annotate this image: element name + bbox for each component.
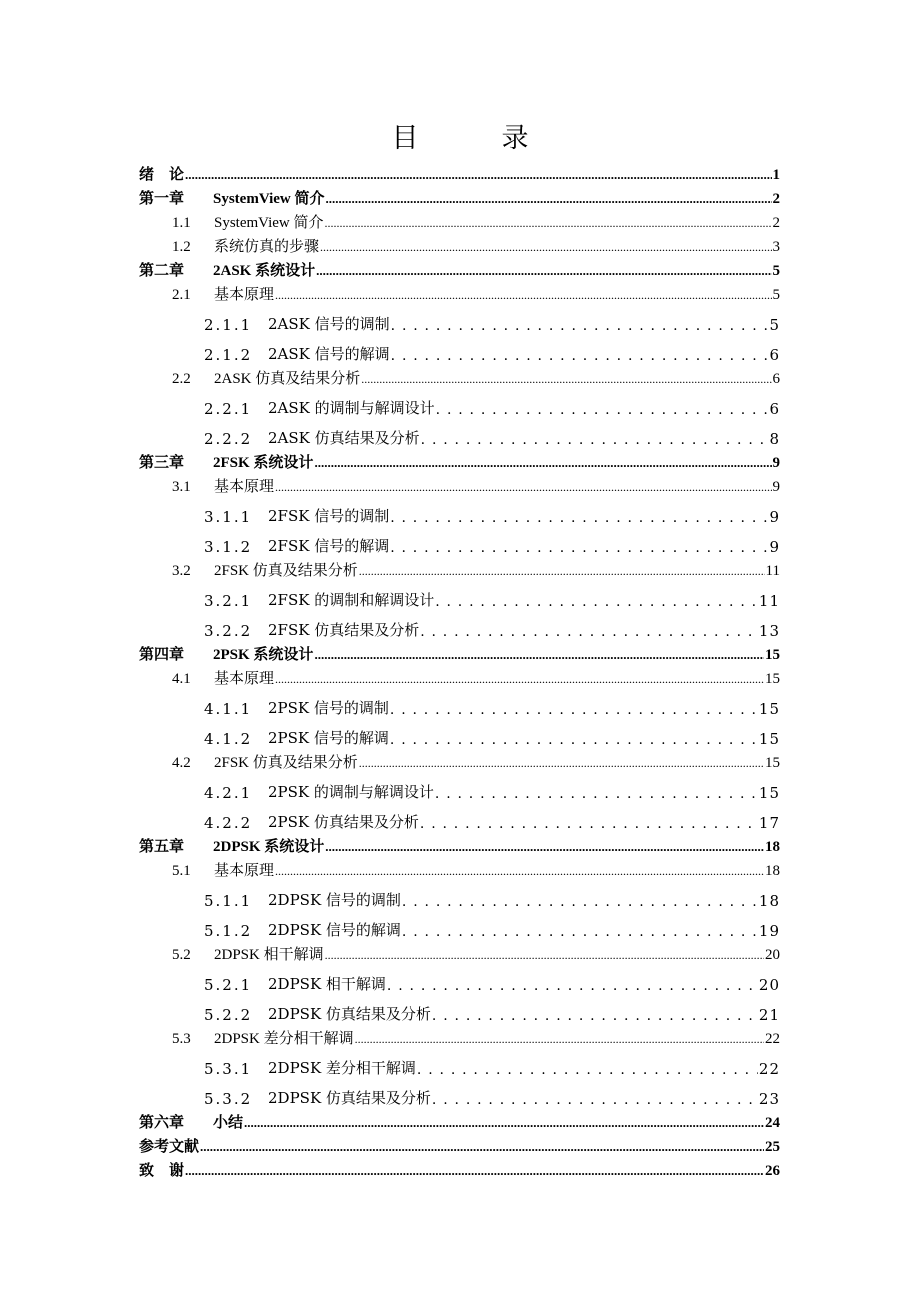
toc-entry-text: 2PSK 的调制与解调设计: [268, 783, 434, 801]
toc-entry-label: [139, 589, 434, 610]
toc-entry-number: 致 谢: [139, 1163, 185, 1179]
toc-entry[interactable]: [139, 448, 780, 472]
toc-entry[interactable]: [139, 1048, 780, 1078]
toc-entry-page-number: 15: [765, 755, 780, 771]
toc-entry-number: 第五章: [139, 839, 185, 855]
toc-entry-number: 1.2: [172, 239, 191, 255]
toc-entry-label: [139, 1159, 184, 1180]
toc-entry-label: [139, 943, 324, 964]
toc-entry-label: [139, 619, 419, 640]
toc-entry-number: 5.2.1: [204, 976, 253, 994]
toc-entry-page-number: 18: [765, 863, 780, 879]
toc-entry-number: 2.2: [172, 371, 191, 387]
toc-entry[interactable]: [139, 232, 780, 256]
dot-leader: [402, 922, 758, 940]
toc-entry-label: [139, 313, 390, 334]
toc-entry-page-number: 6: [772, 371, 780, 387]
dot-leader: [417, 1060, 758, 1078]
toc-entry-number: 第四章: [139, 647, 185, 663]
dot-leader: [275, 863, 764, 880]
toc-entry[interactable]: [139, 256, 780, 280]
toc-entry-page-number: 6: [769, 400, 780, 418]
toc-entry-number: 3.2: [172, 563, 191, 579]
toc-entry[interactable]: [139, 802, 780, 832]
toc-entry-label: [139, 427, 420, 448]
toc-entry-text: 2ASK 系统设计: [213, 263, 316, 279]
toc-entry-number: 4.2.1: [204, 784, 253, 802]
toc-entry-label: [139, 697, 389, 718]
toc-entry[interactable]: [139, 688, 780, 718]
toc-entry-label: [139, 1027, 354, 1048]
toc-entry-label: [139, 1003, 431, 1024]
toc-entry[interactable]: [139, 610, 780, 640]
toc-entry[interactable]: [139, 640, 780, 664]
toc-entry[interactable]: [139, 880, 780, 910]
toc-title: 目 录: [391, 123, 557, 154]
toc-entry-label: [139, 163, 184, 184]
toc-entry[interactable]: [139, 1132, 780, 1156]
toc-entry-number: 4.2.2: [204, 814, 253, 832]
toc-entry-label: [139, 475, 274, 496]
dot-leader: [326, 191, 772, 208]
toc-entry-page-number: 17: [758, 814, 780, 832]
toc-entry-label: [139, 535, 389, 556]
toc-entry-page-number: 3: [772, 239, 780, 255]
dot-leader: [359, 755, 764, 772]
toc-entry-text: 2FSK 信号的解调: [268, 537, 390, 555]
toc-entry-text: 2PSK 仿真结果及分析: [268, 813, 419, 831]
toc-entry[interactable]: [139, 940, 780, 964]
toc-entry-text: 2DPSK 信号的解调: [268, 921, 401, 939]
dot-leader: [402, 892, 758, 910]
toc-entry-page-number: 5: [769, 316, 780, 334]
toc-entry-page-number: 15: [758, 784, 780, 802]
toc-entry[interactable]: [139, 910, 780, 940]
toc-entry-page-number: 5: [772, 263, 780, 279]
toc-entry-page-number: 2: [772, 191, 780, 207]
toc-entry-text: 基本原理: [214, 671, 275, 687]
toc-entry-label: [139, 835, 324, 856]
toc-entry-number: 2.2.2: [204, 430, 253, 448]
toc-entry[interactable]: [139, 418, 780, 448]
toc-entry-label: [139, 211, 324, 232]
toc-entry[interactable]: [139, 664, 780, 688]
toc-entry-text: SystemView 简介: [213, 191, 325, 207]
toc-entry[interactable]: [139, 364, 780, 388]
toc-entry[interactable]: [139, 1156, 780, 1180]
toc-entry-number: 5.3: [172, 1031, 191, 1047]
dot-leader: [316, 263, 771, 280]
dot-leader: [361, 371, 771, 388]
toc-entry-number: 绪 论: [139, 167, 185, 183]
dot-leader: [185, 1163, 764, 1180]
toc-entry[interactable]: [139, 580, 780, 610]
toc-entry-label: [139, 505, 389, 526]
toc-entry-number: 3.2.1: [204, 592, 253, 610]
toc-entry[interactable]: [139, 556, 780, 580]
toc-entry-number: 5.1.1: [204, 892, 253, 910]
toc-entry-number: 第一章: [139, 191, 185, 207]
toc-entry[interactable]: [139, 856, 780, 880]
toc-entry-page-number: 8: [769, 430, 780, 448]
toc-entry[interactable]: [139, 718, 780, 748]
dot-leader: [391, 346, 769, 364]
toc-entry-page-number: 20: [765, 947, 780, 963]
toc-entry-page-number: 15: [758, 700, 780, 718]
toc-entry[interactable]: [139, 964, 780, 994]
toc-entry-label: [139, 187, 325, 208]
dot-leader: [390, 508, 768, 526]
toc-entry-page-number: 20: [758, 976, 780, 994]
toc-entry-text: 2DPSK 仿真结果及分析: [268, 1089, 431, 1107]
toc-entry-text: 2DPSK 差分相干解调: [214, 1031, 354, 1047]
toc-entry-text: 2FSK 的调制和解调设计: [268, 591, 435, 609]
toc-entry-text: 系统仿真的步骤: [214, 239, 320, 255]
toc-entry-label: [139, 751, 358, 772]
toc-entry[interactable]: [139, 1078, 780, 1108]
toc-entry-label: [139, 667, 274, 688]
toc-entry-label: [139, 889, 401, 910]
toc-entry-page-number: 22: [765, 1031, 780, 1047]
toc-entry-label: [139, 1087, 431, 1108]
toc-entry-text: 2DPSK 仿真结果及分析: [268, 1005, 431, 1023]
toc-entry-number: 第二章: [139, 263, 185, 279]
toc-entry[interactable]: [139, 994, 780, 1024]
toc-entry-text: 2PSK 信号的调制: [268, 699, 389, 717]
toc-entry-page-number: 9: [772, 479, 780, 495]
toc-entry-page-number: 22: [758, 1060, 780, 1078]
toc-entry-text: 2DPSK 相干解调: [268, 975, 386, 993]
toc-entry-text: 2FSK 系统设计: [213, 455, 314, 471]
toc-entry[interactable]: [139, 472, 780, 496]
toc-entry-number: 4.2: [172, 755, 191, 771]
toc-entry-page-number: 18: [765, 839, 780, 855]
dot-leader: [390, 538, 768, 556]
dot-leader: [432, 1090, 758, 1108]
dot-leader: [185, 167, 771, 184]
toc-entry-label: [139, 859, 274, 880]
toc-entry[interactable]: [139, 280, 780, 304]
dot-leader: [200, 1139, 764, 1156]
toc-entry-page-number: 9: [769, 508, 780, 526]
toc-entry-label: [139, 397, 435, 418]
toc-entry[interactable]: [139, 184, 780, 208]
toc-entry-label: [139, 451, 313, 472]
toc-entry[interactable]: [139, 208, 780, 232]
dot-leader: [435, 784, 758, 802]
toc-entry-text: 2ASK 仿真及结果分析: [214, 371, 361, 387]
toc-entry-text: 基本原理: [214, 287, 275, 303]
toc-entry-label: [139, 343, 390, 364]
toc-entry-number: 3.2.2: [204, 622, 253, 640]
toc-entry-text: 2DPSK 系统设计: [213, 839, 325, 855]
dot-leader: [359, 563, 765, 580]
toc-entry[interactable]: [139, 526, 780, 556]
toc-entry-text: 2FSK 仿真及结果分析: [214, 755, 358, 771]
toc-entry[interactable]: [139, 832, 780, 856]
dot-leader: [244, 1115, 764, 1132]
toc-entry-number: 5.2.2: [204, 1006, 253, 1024]
dot-leader: [355, 1031, 764, 1048]
toc-entry-page-number: 26: [765, 1163, 780, 1179]
toc-entry-text: 2PSK 信号的解调: [268, 729, 389, 747]
toc-entry-label: [139, 283, 274, 304]
toc-entry-page-number: 19: [758, 922, 780, 940]
toc-entry-page-number: 11: [758, 592, 780, 610]
toc-entry-text: 2FSK 仿真及结果分析: [214, 563, 358, 579]
toc-entry-number: 2.1: [172, 287, 191, 303]
dot-leader: [432, 1006, 758, 1024]
toc-entry-number: 5.1: [172, 863, 191, 879]
dot-leader: [325, 215, 772, 232]
toc-entry-text: 基本原理: [214, 479, 275, 495]
toc-entry-number: 1.1: [172, 215, 191, 231]
toc-entry-text: 2ASK 的调制与解调设计: [268, 399, 435, 417]
toc-entry-label: [139, 1135, 199, 1156]
toc-entry-page-number: 11: [765, 563, 780, 579]
dot-leader: [420, 814, 758, 832]
toc-entry-number: 第六章: [139, 1115, 185, 1131]
toc-entry[interactable]: [139, 160, 780, 184]
toc-entry-text: 2ASK 仿真结果及分析: [268, 429, 420, 447]
toc-entry-text: 2ASK 信号的调制: [268, 315, 390, 333]
toc-entry-page-number: 15: [765, 647, 780, 663]
dot-leader: [275, 671, 764, 688]
dot-leader: [391, 316, 769, 334]
toc-entry-number: 2.2.1: [204, 400, 253, 418]
toc-entry-page-number: 18: [758, 892, 780, 910]
dot-leader: [275, 479, 771, 496]
toc-entry-page-number: 15: [765, 671, 780, 687]
toc-entry-text: 2FSK 仿真结果及分析: [268, 621, 420, 639]
toc-entry-page-number: 13: [758, 622, 780, 640]
dot-leader: [387, 976, 758, 994]
toc-entry-label: [139, 811, 419, 832]
toc-entry[interactable]: [139, 748, 780, 772]
toc-entry-number: 5.3.1: [204, 1060, 253, 1078]
toc-entry[interactable]: [139, 304, 780, 334]
toc-entry-number: 4.1: [172, 671, 191, 687]
toc-entry-label: [139, 235, 319, 256]
toc-entry-number: 4.1.2: [204, 730, 253, 748]
toc-entry-text: 2DPSK 信号的调制: [268, 891, 401, 909]
dot-leader: [325, 947, 764, 964]
toc-entry-text: 2DPSK 差分相干解调: [268, 1059, 416, 1077]
toc-entry-page-number: 24: [765, 1115, 780, 1131]
toc-entry-label: [139, 781, 434, 802]
toc-entry-page-number: 1: [772, 167, 780, 183]
toc-entry-text: 基本原理: [214, 863, 275, 879]
toc-entry-number: 5.3.2: [204, 1090, 253, 1108]
toc-entry-number: 5.1.2: [204, 922, 253, 940]
toc-entry-label: [139, 367, 360, 388]
toc-entry-text: SystemView 简介: [214, 215, 324, 231]
toc-entry-number: 5.2: [172, 947, 191, 963]
toc-entry-label: [139, 727, 389, 748]
toc-entry-label: [139, 643, 313, 664]
dot-leader: [390, 730, 758, 748]
toc-entry[interactable]: [139, 772, 780, 802]
dot-leader: [420, 622, 758, 640]
toc-entry-text: 2PSK 系统设计: [213, 647, 314, 663]
toc-entry[interactable]: [139, 388, 780, 418]
table-of-contents: [139, 160, 780, 1180]
toc-entry[interactable]: [139, 1108, 780, 1132]
toc-entry-text: 小结: [213, 1115, 244, 1131]
toc-entry-number: 3.1.1: [204, 508, 253, 526]
toc-entry-page-number: 21: [758, 1006, 780, 1024]
toc-entry-text: 2ASK 信号的解调: [268, 345, 390, 363]
dot-leader: [390, 700, 758, 718]
toc-entry-page-number: 5: [772, 287, 780, 303]
dot-leader: [314, 647, 764, 664]
toc-entry-number: 3.1: [172, 479, 191, 495]
toc-entry[interactable]: [139, 1024, 780, 1048]
toc-entry-text: 2FSK 信号的调制: [268, 507, 390, 525]
toc-entry-page-number: 25: [765, 1139, 780, 1155]
toc-entry-label: [139, 259, 315, 280]
toc-entry[interactable]: [139, 496, 780, 526]
dot-leader: [320, 239, 771, 256]
dot-leader: [436, 400, 769, 418]
toc-entry-number: 4.1.1: [204, 700, 253, 718]
toc-entry-page-number: 23: [758, 1090, 780, 1108]
toc-entry-label: [139, 919, 401, 940]
toc-entry[interactable]: [139, 334, 780, 364]
toc-entry-page-number: 9: [772, 455, 780, 471]
toc-entry-label: [139, 1111, 243, 1132]
toc-entry-number: 2.1.2: [204, 346, 253, 364]
toc-entry-number: 参考文献: [139, 1139, 200, 1155]
toc-entry-number: 2.1.1: [204, 316, 253, 334]
dot-leader: [435, 592, 758, 610]
toc-entry-page-number: 2: [772, 215, 780, 231]
toc-entry-label: [139, 1057, 416, 1078]
toc-entry-page-number: 6: [769, 346, 780, 364]
toc-entry-page-number: 9: [769, 538, 780, 556]
toc-entry-page-number: 15: [758, 730, 780, 748]
toc-entry-number: 3.1.2: [204, 538, 253, 556]
toc-entry-label: [139, 559, 358, 580]
dot-leader: [421, 430, 769, 448]
toc-entry-number: 第三章: [139, 455, 185, 471]
toc-entry-label: [139, 973, 386, 994]
dot-leader: [275, 287, 771, 304]
dot-leader: [325, 839, 764, 856]
dot-leader: [314, 455, 771, 472]
toc-entry-text: 2DPSK 相干解调: [214, 947, 324, 963]
